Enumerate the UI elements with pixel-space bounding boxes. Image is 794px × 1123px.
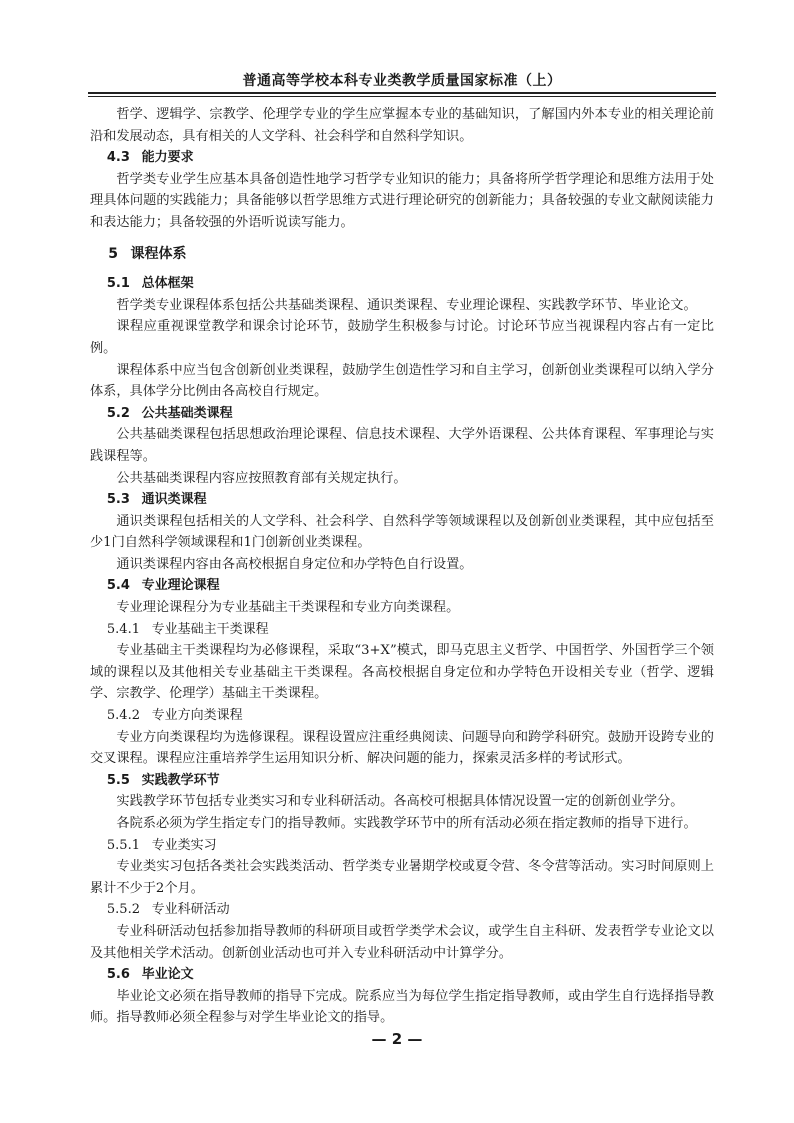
subsection-heading xyxy=(90,964,714,986)
subsubsection-heading xyxy=(90,619,714,641)
section-heading xyxy=(90,244,714,266)
heading-text: 专业方向类课程 xyxy=(151,708,243,724)
heading-text: 能力要求 xyxy=(141,150,194,166)
paragraph: 专业理论课程分为专业基础主干类课程和专业方向类课程。 xyxy=(116,600,460,616)
heading-number: 5 xyxy=(108,245,118,262)
heading-text: 专业类实习 xyxy=(151,837,217,853)
paragraph: 公共基础类课程内容应按照教育部有关规定执行。 xyxy=(116,470,407,486)
running-header: 普通高等学校本科专业类教学质量国家标准（上） xyxy=(242,73,562,89)
paragraph: 专业科研活动包括参加指导教师的科研项目或哲学类学术会议，或学生自主科研、发表哲学专业论文以及其他相关学术活动。创新创业活动也可并入专业科研活动中计算学分。 xyxy=(90,923,714,961)
header-rule xyxy=(88,92,716,97)
heading-number: 5.4 xyxy=(106,578,130,594)
paragraph: 哲学、逻辑学、宗教学、伦理学专业的学生应掌握本专业的基础知识，了解国内外本专业的相关理论前沿和发展动态，具有相关的人文学科、社会科学和自然科学知识。 xyxy=(90,107,714,144)
subsection-heading xyxy=(90,273,714,295)
heading-number: 5.5 xyxy=(106,772,130,788)
heading-number: 5.5.1 xyxy=(106,837,140,853)
heading-number: 5.6 xyxy=(106,967,130,983)
paragraph: 哲学类专业学生应基本具备创造性地学习哲学专业知识的能力；具备将所学哲学理论和思维方法用于处理具体问题的实践能力；具备能够以哲学思维方式进行理论研究的创新能力；具备较强的专业文献阅读能力和表达能力；具备较强的外语听说读写能力。 xyxy=(90,171,714,230)
heading-number: 5.4.1 xyxy=(106,621,140,637)
heading-text: 总体框架 xyxy=(141,276,194,292)
heading-number: 5.2 xyxy=(106,405,130,421)
heading-text: 公共基础类课程 xyxy=(141,405,233,421)
heading-text: 通识类课程 xyxy=(141,492,207,508)
paragraph: 毕业论文必须在指导教师的指导下完成。院系应当为每位学生指定指导教师，或由学生自行选择指导教师。指导教师必须全程参与对学生毕业论文的指导。 xyxy=(90,988,714,1026)
subsection-heading xyxy=(90,575,714,597)
paragraph: 专业基础主干类课程均为必修课程，采取“3+X”模式，即马克思主义哲学、中国哲学、外国哲学三个领域的课程以及其他相关专业基础主干类课程。各高校根据自身定位和办学特色开设相关专业（哲学、逻辑学、宗教学、伦理学）基础主干类课程。 xyxy=(90,643,714,702)
paragraph: 实践教学环节包括专业类实习和专业科研活动。各高校可根据具体情况设置一定的创新创业学分。 xyxy=(116,794,684,810)
heading-number: 5.4.2 xyxy=(106,708,140,724)
heading-text: 课程体系 xyxy=(130,245,187,262)
paragraph: 专业方向类课程均为选修课程。课程设置应注重经典阅读、问题导向和跨学科研究。鼓励开设跨专业的交叉课程。课程应注重培养学生运用知识分析、解决问题的能力，探索灵活多样的考试形式。 xyxy=(90,729,714,767)
heading-text: 专业理论课程 xyxy=(141,578,220,594)
paragraph: 哲学类专业课程体系包括公共基础类课程、通识类课程、专业理论课程、实践教学环节、毕业论文。 xyxy=(116,297,697,313)
paragraph: 各院系必须为学生指定专门的指导教师。实践教学环节中的所有活动必须在指定教师的指导下进行。 xyxy=(116,816,697,831)
heading-text: 实践教学环节 xyxy=(141,772,220,788)
paragraph: 公共基础类课程包括思想政治理论课程、信息技术课程、大学外语课程、公共体育课程、军事理论与实践课程等。 xyxy=(90,427,714,464)
subsection-heading xyxy=(90,489,714,511)
heading-text: 毕业论文 xyxy=(141,967,194,983)
page-number: — 2 — xyxy=(371,1030,423,1048)
heading-text: 专业科研活动 xyxy=(151,902,230,918)
paragraph: 课程体系中应当包含创新创业类课程，鼓励学生创造性学习和自主学习，创新创业类课程可以纳入学分体系，具体学分比例由各高校自行规定。 xyxy=(90,362,714,400)
heading-number: 4.3 xyxy=(106,150,130,166)
heading-number: 5.5.2 xyxy=(106,902,140,918)
heading-number: 5.3 xyxy=(106,492,130,508)
paragraph: 通识类课程包括相关的人文学科、社会科学、自然科学等领域课程以及创新创业类课程，其中应包括至少1门自然科学领域课程和1门创新创业类课程。 xyxy=(90,513,714,551)
subsection-heading xyxy=(90,147,714,169)
subsection-heading xyxy=(90,770,714,792)
subsubsection-heading xyxy=(90,705,714,727)
subsubsection-heading xyxy=(90,899,714,921)
subsection-heading xyxy=(90,403,714,425)
heading-number: 5.1 xyxy=(106,276,130,292)
document-body xyxy=(90,104,714,1029)
paragraph: 课程应重视课堂教学和课余讨论环节，鼓励学生积极参与讨论。讨论环节应当视课程内容占有一定比例。 xyxy=(90,319,714,356)
paragraph: 专业类实习包括各类社会实践类活动、哲学类专业暑期学校或夏令营、冬令营等活动。实习时间原则上累计不少于2个月。 xyxy=(90,859,714,896)
heading-text: 专业基础主干类课程 xyxy=(151,621,269,637)
subsubsection-heading xyxy=(90,835,714,857)
paragraph: 通识类课程内容由各高校根据自身定位和办学特色自行设置。 xyxy=(116,556,473,572)
